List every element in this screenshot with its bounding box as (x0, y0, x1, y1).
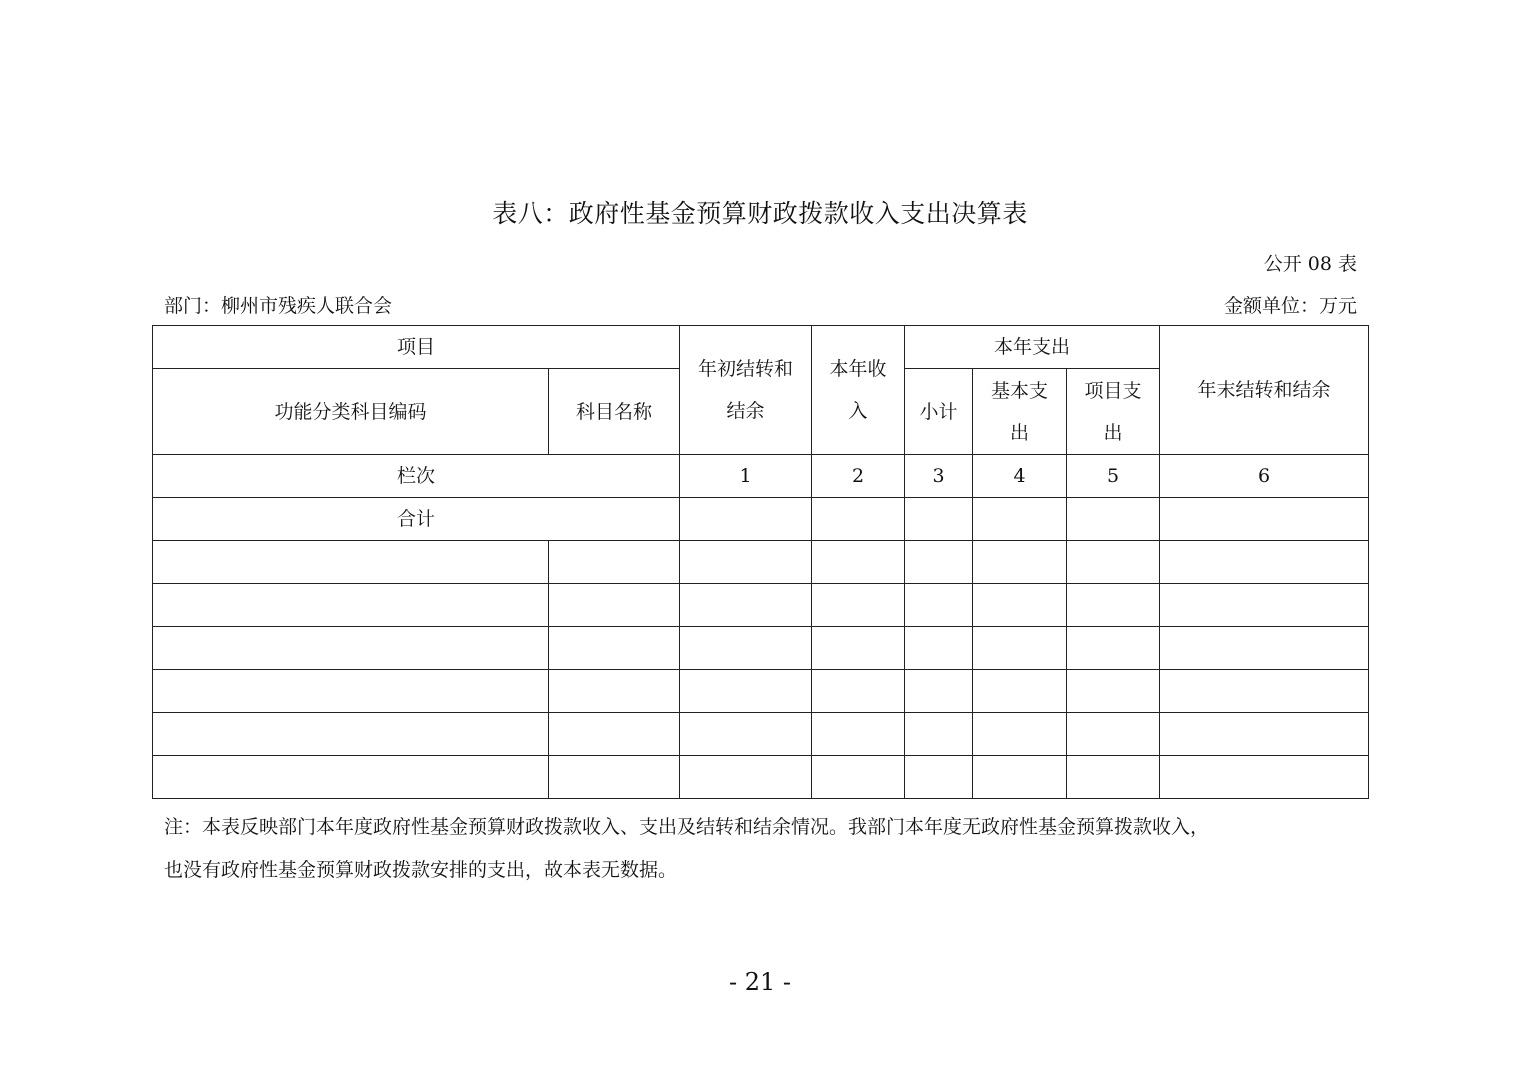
table-row (153, 713, 1369, 756)
table-cell (905, 541, 973, 584)
table-cell (1160, 498, 1369, 541)
table-row (153, 584, 1369, 627)
table-cell (812, 713, 905, 756)
table-cell (973, 713, 1067, 756)
page-number: - 21 - (728, 968, 791, 996)
table-cell (680, 627, 812, 670)
table-cell (812, 584, 905, 627)
table-cell (549, 713, 680, 756)
table-cell (153, 584, 549, 627)
table-cell (153, 756, 549, 799)
column-number: 3 (905, 455, 973, 498)
table-cell (905, 584, 973, 627)
header-current-income: 本年收 入 (812, 326, 905, 455)
table-cell (549, 756, 680, 799)
table-cell (973, 498, 1067, 541)
table-cell (1160, 541, 1369, 584)
table-cell (973, 584, 1067, 627)
column-number: 2 (812, 455, 905, 498)
table-cell (680, 713, 812, 756)
table-cell (1160, 670, 1369, 713)
table-cell (1160, 756, 1369, 799)
form-code-label: 公开 08 表 (1263, 253, 1357, 275)
table-cell (812, 756, 905, 799)
table-cell (973, 541, 1067, 584)
header-project-expense: 项目支 出 (1067, 369, 1160, 455)
table-row (153, 541, 1369, 584)
column-index-label: 栏次 (153, 455, 680, 498)
table-cell (812, 670, 905, 713)
table-cell (680, 670, 812, 713)
table-cell (549, 627, 680, 670)
total-label: 合计 (153, 498, 680, 541)
table-cell (1067, 627, 1160, 670)
table-cell (812, 541, 905, 584)
table-cell (1067, 541, 1160, 584)
table-cell (973, 627, 1067, 670)
table-cell (905, 627, 973, 670)
table-row (153, 670, 1369, 713)
table-cell (1160, 627, 1369, 670)
table-cell (1160, 713, 1369, 756)
amount-unit-label: 金额单位：万元 (1223, 295, 1357, 317)
header-current-expense: 本年支出 (905, 326, 1160, 369)
header-subtotal: 小计 (905, 369, 973, 455)
header-carry-end: 年末结转和结余 (1160, 326, 1369, 455)
table-cell (1067, 498, 1160, 541)
note-line: 也没有政府性基金预算财政拨款安排的支出，故本表无数据。 (164, 859, 678, 881)
table-cell (680, 584, 812, 627)
table-cell (680, 756, 812, 799)
header-func-code: 功能分类科目编码 (153, 369, 549, 455)
header-carry-begin: 年初结转和 结余 (680, 326, 812, 455)
table-cell (153, 713, 549, 756)
table-row (153, 756, 1369, 799)
header-project: 项目 (153, 326, 680, 369)
header-basic-expense: 基本支 出 (973, 369, 1067, 455)
table-cell (680, 498, 812, 541)
table-cell (549, 670, 680, 713)
column-number: 6 (1160, 455, 1369, 498)
table-row (153, 627, 1369, 670)
table-cell (973, 670, 1067, 713)
table-cell (905, 670, 973, 713)
table-cell (1067, 713, 1160, 756)
table-cell (549, 541, 680, 584)
table-cell (905, 498, 973, 541)
table-cell (680, 541, 812, 584)
table-cell (812, 498, 905, 541)
column-index-row (153, 455, 1369, 498)
table-cell (549, 584, 680, 627)
table-cell (1067, 584, 1160, 627)
table-cell (905, 756, 973, 799)
page-title: 表八：政府性基金预算财政拨款收入支出决算表 (492, 199, 1028, 228)
column-number: 1 (680, 455, 812, 498)
fund-budget-table (152, 325, 1369, 799)
table-cell (905, 713, 973, 756)
table-cell (973, 756, 1067, 799)
table-cell (153, 541, 549, 584)
department-label: 部门：柳州市残疾人联合会 (164, 295, 393, 317)
table-cell (153, 670, 549, 713)
table-cell (812, 627, 905, 670)
table-note (164, 806, 1364, 892)
table-cell (1067, 756, 1160, 799)
table-cell (153, 627, 549, 670)
note-line: 注：本表反映部门本年度政府性基金预算财政拨款收入、支出及结转和结余情况。我部门本年度无政府性基金预算拨款收入， (164, 816, 1210, 838)
table-cell (1067, 670, 1160, 713)
header-subject-name: 科目名称 (549, 369, 680, 455)
total-row (153, 498, 1369, 541)
column-number: 4 (973, 455, 1067, 498)
column-number: 5 (1067, 455, 1160, 498)
table-cell (1160, 584, 1369, 627)
